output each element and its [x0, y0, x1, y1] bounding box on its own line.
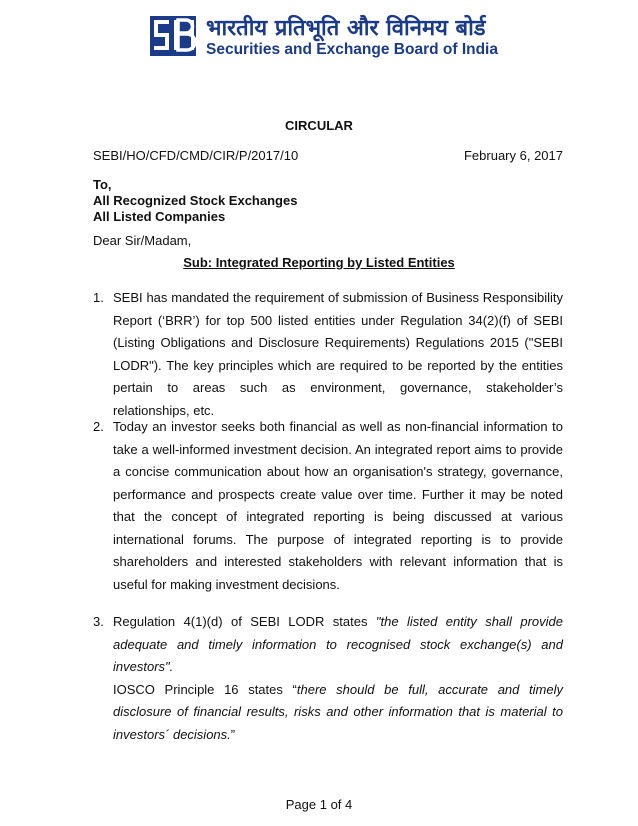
salutation: Dear Sir/Madam,	[93, 233, 192, 248]
statement-suffix: ”	[230, 726, 236, 742]
paragraph-text	[113, 611, 563, 746]
paragraph-number: 1.	[93, 290, 104, 305]
page-number: Page 1 of 4	[285, 797, 353, 812]
paragraph-2	[93, 416, 563, 596]
addressee-line: To,	[93, 177, 112, 192]
iosco-statement	[113, 679, 563, 747]
paragraph-number: 3.	[93, 614, 104, 629]
subject-line: Sub: Integrated Reporting by Listed Entities	[183, 255, 455, 270]
addressee-line: All Recognized Stock Exchanges	[93, 193, 298, 208]
org-name-english: Securities and Exchange Board of India	[206, 41, 498, 58]
circular-date: February 6, 2017	[463, 148, 563, 163]
paragraph-1	[93, 287, 563, 422]
regulation-statement	[113, 611, 563, 679]
addressee-block	[93, 177, 297, 225]
addressee-line: All Listed Companies	[93, 209, 226, 224]
paragraph-text: SEBI has mandated the requirement of submission of Business Responsibility Report (‘BRR’) for top 500 listed entities under Regulation 34(2)(f) of SEBI (Listing Obligations and Disclosure Requirements) Regulations 2015 ("SEBI LODR"). The key principles which are required to be reported by the entities pertain to areas such as environment, governance, stakeholder’s relationships, etc.	[113, 290, 563, 418]
statement-quote: there should be full, accurate and timely disclosure of financial results, risks and other information that is material to investors´ decisions.	[113, 681, 563, 742]
statement-prefix: IOSCO Principle 16 states “	[113, 681, 297, 697]
reference-number: SEBI/HO/CFD/CMD/CIR/P/2017/10	[93, 148, 299, 163]
paragraph-number: 2.	[93, 419, 104, 434]
statement-quote: "the listed entity shall provide adequate and timely information to recognised stock exchange(s) and investors".	[113, 614, 563, 674]
sebi-logo-icon	[150, 16, 196, 56]
paragraph-3	[93, 611, 563, 746]
org-name-hindi: भारतीय प्रतिभूति और विनिमय बोर्ड	[206, 16, 486, 41]
statement-prefix: Regulation 4(1)(d) of SEBI LODR states	[113, 614, 376, 629]
paragraph-text: Today an investor seeks both financial as well as non-financial information to take a well-informed investment decision. An integrated report aims to provide a concise communication about how an organisation's strategy, governance, performance and prospects create value over time. Further it may be noted that the concept of integrated reporting is being discussed at various international forums. The purpose of integrated reporting is to provide shareholders and interested stakeholders with relevant information that is useful for making investment decisions.	[113, 419, 563, 592]
letterhead	[150, 14, 510, 62]
document-title: CIRCULAR	[285, 118, 353, 133]
